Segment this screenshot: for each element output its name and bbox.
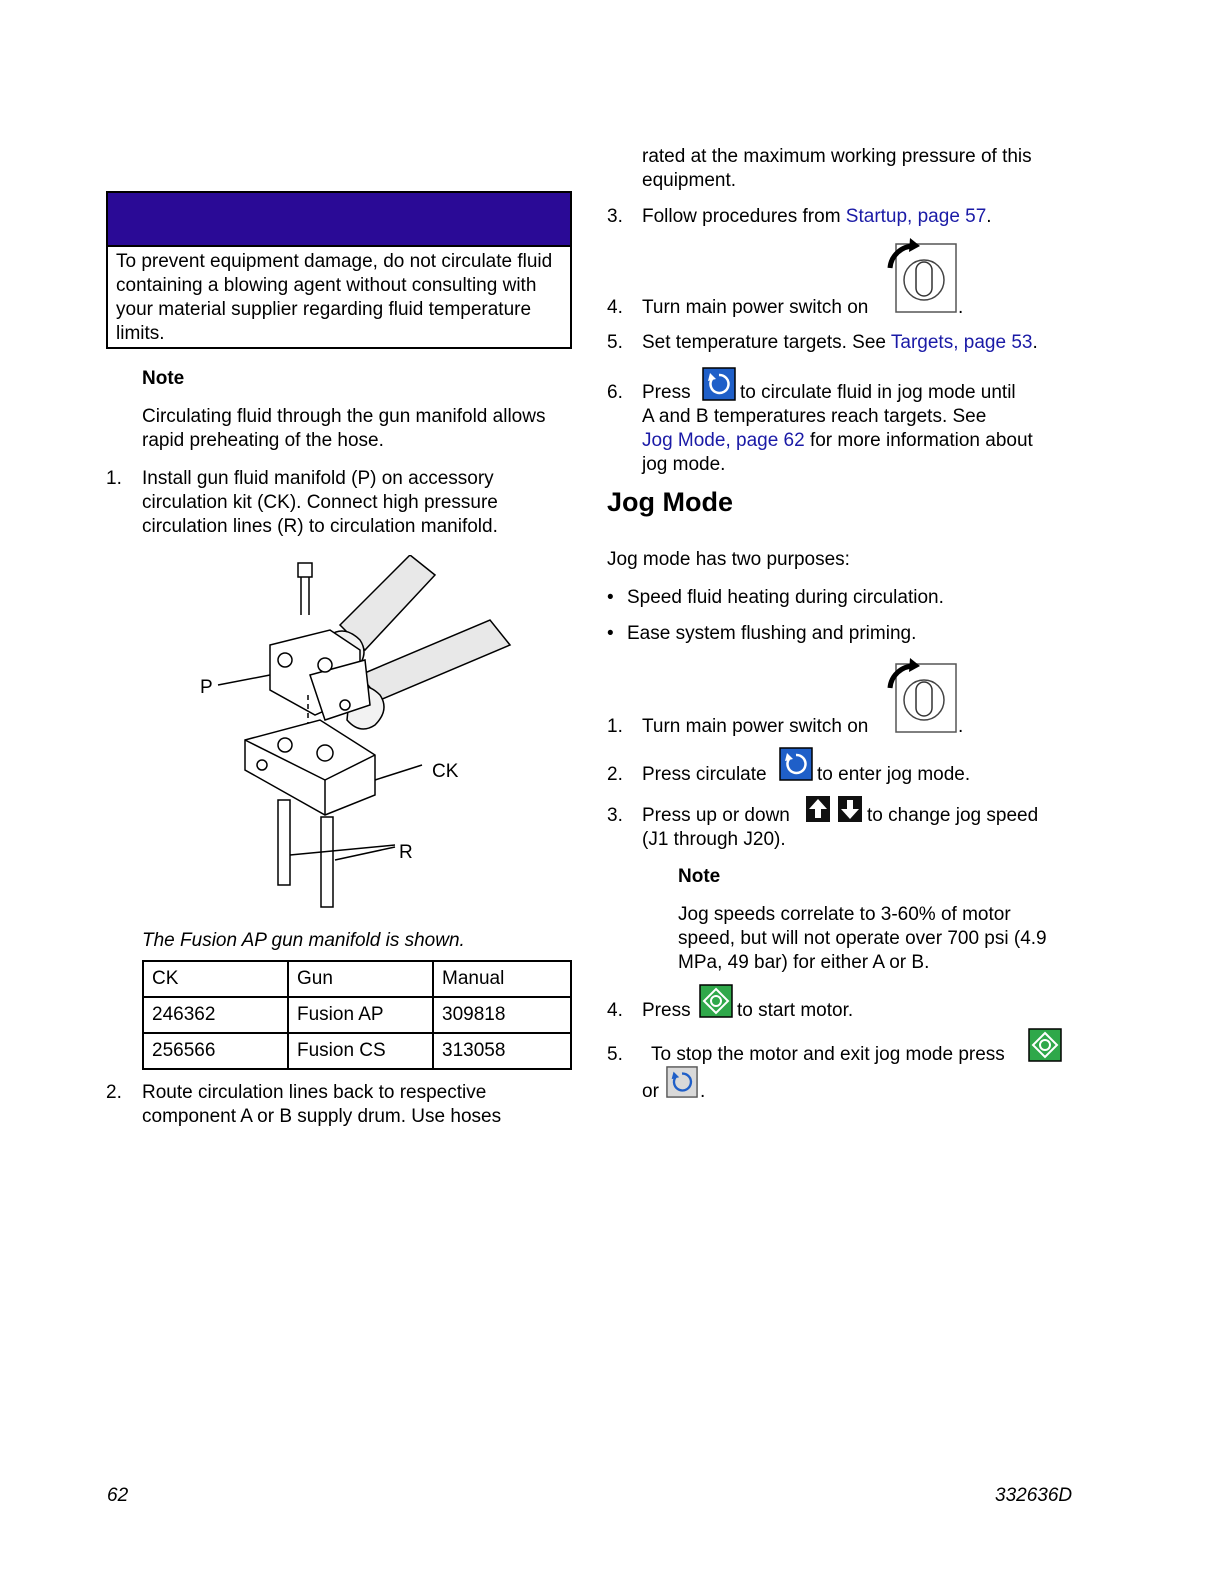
table-row (143, 997, 571, 1033)
table-cell: Fusion CS (288, 1033, 433, 1069)
table-header: CK (143, 961, 288, 997)
jog-step-3-text-c: (J1 through J20). (642, 829, 786, 850)
table-row (143, 1033, 571, 1069)
jog-mode-link[interactable]: Jog Mode, page 62 (642, 430, 805, 451)
step-number: 5. (607, 1044, 623, 1065)
step-1-text: Install gun fluid manifold (P) on accessory circulation kit (CK). Connect high pressure circulation lines (R) to circulation manifold. (142, 468, 498, 537)
step-3-text (642, 205, 1072, 229)
jog-step-1-end: . (958, 716, 964, 737)
notice-text: To prevent equipment damage, do not circulate fluid containing a blowing agent without consulting with your material supplier regarding fluid temperature limits. (116, 251, 553, 344)
notice-header-bar (108, 193, 570, 247)
step-number: 3. (607, 805, 623, 826)
step-number: 4. (607, 297, 623, 318)
jog-step-3-text-a: Press up or down (642, 805, 790, 826)
step-3-end: . (986, 206, 992, 227)
arrow-down-icon (837, 795, 863, 823)
step-6-text-d: for more information about (804, 430, 1033, 451)
jog-step-5-or: or (642, 1081, 659, 1102)
table-cell: 309818 (433, 997, 571, 1033)
bullet-item-2: Ease system flushing and priming. (627, 623, 917, 644)
step-number: 2. (607, 764, 623, 785)
figure-label-r: R (399, 842, 413, 863)
note-text: Circulating fluid through the gun manifold allows rapid preheating of the hose. (142, 406, 546, 451)
step-number: 1. (607, 716, 623, 737)
table-cell: 313058 (433, 1033, 571, 1069)
step-6-text-b: A and B temperatures reach targets. See (642, 406, 987, 427)
jog-step-1-text: Turn main power switch on (642, 716, 869, 737)
circulate-icon (666, 1066, 698, 1098)
section-heading: Jog Mode (607, 487, 733, 517)
targets-link[interactable]: Targets, page 53 (890, 332, 1033, 353)
step-number: 3. (607, 206, 623, 227)
jog-step-2-text-a: Press circulate (642, 764, 767, 785)
motor-start-icon (1028, 1028, 1062, 1062)
power-switch-icon (884, 658, 960, 736)
step-number: 1. (106, 468, 122, 489)
step-6-text-e: jog mode. (642, 454, 726, 475)
continued-text: rated at the maximum working pressure of this equipment. (642, 146, 1032, 191)
table-cell: 246362 (143, 997, 288, 1033)
step-4-end: . (958, 297, 964, 318)
step-6-text-a: to circulate fluid in jog mode until (740, 382, 1016, 403)
jog-step-5-text: To stop the motor and exit jog mode press (651, 1044, 1005, 1065)
step-number: 4. (607, 1000, 623, 1021)
arrow-up-icon (805, 795, 831, 823)
figure-label-p: P (200, 677, 213, 698)
jog-step-4-text-b: to start motor. (737, 1000, 854, 1021)
jog-step-5-end: . (700, 1081, 706, 1102)
step-5-end: . (1032, 332, 1038, 353)
step-6-press: Press (642, 382, 691, 403)
note-text: Jog speeds correlate to 3-60% of motor speed, but will not operate over 700 psi (4.9 MPa, 49 bar) for either A or B. (678, 904, 1047, 973)
jog-step-4-text-a: Press (642, 1000, 691, 1021)
motor-start-icon (699, 984, 733, 1018)
circulate-icon (779, 747, 813, 781)
power-switch-icon (884, 238, 960, 316)
bullet-item-1: Speed fluid heating during circulation. (627, 587, 944, 608)
note-heading: Note (142, 368, 185, 389)
bullet-dot: • (607, 587, 614, 608)
circulate-icon (702, 367, 736, 401)
step-2-text: Route circulation lines back to respective component A or B supply drum. Use hoses (142, 1082, 502, 1127)
table-cell: Fusion AP (288, 997, 433, 1033)
table-cell: 256566 (143, 1033, 288, 1069)
document-number: 332636D (995, 1485, 1073, 1506)
step-3-label: Follow procedures from (642, 206, 846, 227)
step-5-text (642, 331, 1082, 355)
table-header: Gun (288, 961, 433, 997)
step-4-text: Turn main power switch on (642, 297, 869, 318)
jog-step-3-text-b: to change jog speed (867, 805, 1039, 826)
page-number: 62 (107, 1485, 129, 1506)
bullet-dot: • (607, 623, 614, 644)
ck-table (142, 960, 572, 1070)
figure-caption: The Fusion AP gun manifold is shown. (142, 930, 465, 951)
table-header-row (143, 961, 571, 997)
startup-link[interactable]: Startup, page 57 (845, 206, 987, 227)
figure-label-ck: CK (432, 761, 459, 782)
table-header: Manual (433, 961, 571, 997)
step-5-label: Set temperature targets. See (642, 332, 891, 353)
step-number: 6. (607, 382, 623, 403)
step-number: 5. (607, 332, 623, 353)
step-6-text-c (642, 429, 1082, 453)
gun-manifold-figure (190, 555, 530, 915)
jog-intro: Jog mode has two purposes: (607, 549, 850, 570)
jog-step-2-text-b: to enter jog mode. (817, 764, 971, 785)
note-heading: Note (678, 866, 721, 887)
step-number: 2. (106, 1082, 122, 1103)
notice-box (106, 191, 572, 349)
